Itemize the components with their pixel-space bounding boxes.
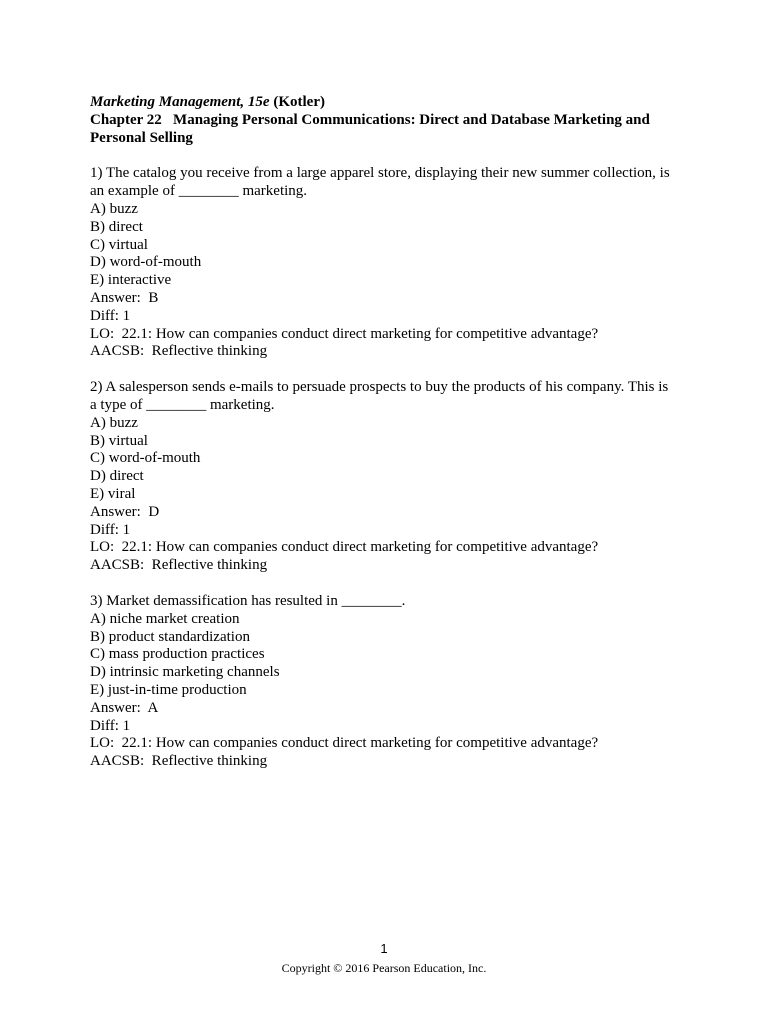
aacsb-tag: AACSB: Reflective thinking xyxy=(90,753,268,770)
copyright-notice: Copyright © 2016 Pearson Education, Inc. xyxy=(281,961,487,975)
answer-option: C) word-of-mouth xyxy=(90,450,201,467)
difficulty: Diff: 1 xyxy=(90,717,131,734)
learning-objective: LO: 22.1: How can companies conduct direct marketing for competitive advantage? xyxy=(90,325,599,342)
aacsb-tag: AACSB: Reflective thinking xyxy=(90,557,268,574)
answer-option: E) interactive xyxy=(90,272,172,289)
title-line xyxy=(90,94,690,112)
answer-key: Answer: A xyxy=(90,699,159,716)
answer-option: B) product standardization xyxy=(90,628,250,645)
chapter-title-line-2: Personal Selling xyxy=(90,129,193,146)
question-stem-line: a type of ________ marketing. xyxy=(90,396,275,413)
answer-option: D) word-of-mouth xyxy=(90,254,202,271)
book-title: Marketing Management, 15e xyxy=(90,94,270,110)
question-stem-line: an example of ________ marketing. xyxy=(90,183,308,200)
answer-option: E) just-in-time production xyxy=(90,681,247,698)
answer-option: D) direct xyxy=(90,468,144,485)
question-1 xyxy=(90,165,690,361)
answer-option: D) intrinsic marketing channels xyxy=(90,664,280,681)
document-heading xyxy=(90,94,690,147)
answer-option: B) direct xyxy=(90,218,143,235)
difficulty: Diff: 1 xyxy=(90,521,131,538)
question-stem-line: 3) Market demassification has resulted in ________. xyxy=(90,592,406,609)
learning-objective: LO: 22.1: How can companies conduct direct marketing for competitive advantage? xyxy=(90,539,599,556)
aacsb-tag: AACSB: Reflective thinking xyxy=(90,343,268,360)
answer-key: Answer: D xyxy=(90,503,160,520)
answer-key: Answer: B xyxy=(90,289,159,306)
learning-objective: LO: 22.1: How can companies conduct direct marketing for competitive advantage? xyxy=(90,735,599,752)
question-3 xyxy=(90,593,690,771)
question-stem-line: 2) A salesperson sends e-mails to persuade prospects to buy the products of his company. This is xyxy=(90,379,669,396)
chapter-title-line-1: Chapter 22 Managing Personal Communications: Direct and Database Marketing and xyxy=(90,111,650,128)
question-2 xyxy=(90,379,690,575)
answer-option: C) virtual xyxy=(90,236,148,253)
page-number: 1 xyxy=(380,941,388,956)
difficulty: Diff: 1 xyxy=(90,307,131,324)
answer-option: B) virtual xyxy=(90,432,148,449)
answer-option: A) niche market creation xyxy=(90,610,240,627)
answer-option: C) mass production practices xyxy=(90,646,265,663)
answer-option: E) viral xyxy=(90,485,136,502)
question-stem-line: 1) The catalog you receive from a large apparel store, displaying their new summer collection, is xyxy=(90,165,670,182)
document-body xyxy=(90,94,690,789)
answer-option: A) buzz xyxy=(90,414,138,431)
book-author: (Kotler) xyxy=(273,94,325,110)
answer-option: A) buzz xyxy=(90,200,138,217)
